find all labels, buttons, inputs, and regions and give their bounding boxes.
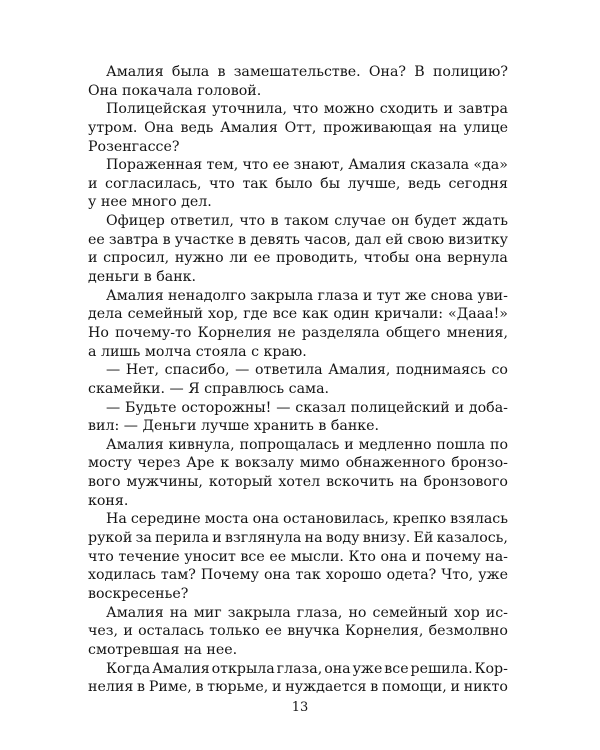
paragraph: [88, 660, 508, 697]
text-line: ее завтра в участке в девять часов, дал ей свою визитку: [88, 231, 508, 248]
text-line: смотревшая на нее.: [88, 641, 238, 658]
paragraph: [88, 287, 508, 362]
text-line: что течение уносит все ее мысли. Кто она и почему на-: [88, 548, 508, 565]
paragraph: [88, 100, 508, 156]
text-line: утром. Она ведь Амалия Отт, проживающая на улице: [88, 119, 508, 136]
paragraph: [88, 361, 508, 398]
text-line: На середине моста она остановилась, крепко взялась: [106, 511, 508, 528]
text-line: скамейки. — Я справлюсь сама.: [88, 380, 330, 397]
text-line: дела семейный хор, где все как один кричали: «Дааа!»: [88, 306, 508, 323]
text-line: и согласилась, что так было бы лучше, ведь сегодня: [88, 175, 508, 192]
text-line: Розенгассе?: [88, 138, 180, 155]
text-line: мосту через Аре к вокзалу мимо обнаженного бронзо-: [88, 455, 508, 472]
text-line: коня.: [88, 492, 129, 509]
paragraph: [88, 436, 508, 511]
text-line: ходилась там? Почему она так хорошо одета? Что, уже: [88, 567, 508, 584]
text-line: — Будьте осторожны! — сказал полицейский и доба-: [106, 399, 508, 416]
text-line: а лишь молча стояла с краю.: [88, 343, 307, 360]
text-line: Пораженная тем, что ее знают, Амалия сказала «да»: [106, 157, 508, 174]
text-line: Офицер ответил, что в таком случае он будет ждать: [106, 213, 508, 230]
body-text: [88, 63, 508, 697]
text-line: Амалия была в замешательстве. Она? В полицию?: [106, 64, 508, 80]
text-line: вил: — Деньги лучше хранить в банке.: [88, 418, 380, 435]
text-line: и спросил, нужно ли ее проводить, чтобы она вернула: [88, 250, 508, 267]
text-line: — Нет, спасибо, — ответила Амалия, поднимаясь со: [106, 362, 508, 379]
paragraph: [88, 63, 508, 100]
text-line: Полицейская уточнила, что можно сходить и завтра: [106, 101, 508, 118]
text-line: деньги в банк.: [88, 269, 197, 286]
text-line: рукой за перила и взглянула на воду внизу. Ей казалось,: [88, 530, 508, 547]
paragraph: [88, 156, 508, 212]
text-line: Амалия ненадолго закрыла глаза и тут же снова уви-: [106, 287, 508, 304]
paragraph: [88, 604, 508, 660]
paragraph: [88, 399, 508, 436]
text-line: Но почему-то Корнелия не разделяла общего мнения,: [88, 324, 508, 341]
text-line: Когда Амалия открыла глаза, она уже все решила. Кор-: [106, 660, 508, 677]
page-number: 13: [291, 700, 309, 715]
text-line: Амалия кивнула, попрощалась и медленно пошла по: [106, 436, 508, 453]
text-line: у нее много дел.: [88, 194, 212, 211]
text-line: Она покачала головой.: [88, 82, 262, 99]
text-line: воскресенье?: [88, 585, 189, 602]
text-line: вого мужчины, который хотел вскочить на бронзового: [88, 474, 508, 491]
paragraph: [88, 212, 508, 287]
paragraph: [88, 510, 508, 603]
text-line: чез, и осталась только ее внучка Корнелия, безмолвно: [88, 623, 508, 640]
text-line: нелия в Риме, в тюрьме, и нуждается в помощи, и никто: [88, 679, 508, 696]
text-line: Амалия на миг закрыла глаза, но семейный хор ис-: [106, 604, 508, 621]
